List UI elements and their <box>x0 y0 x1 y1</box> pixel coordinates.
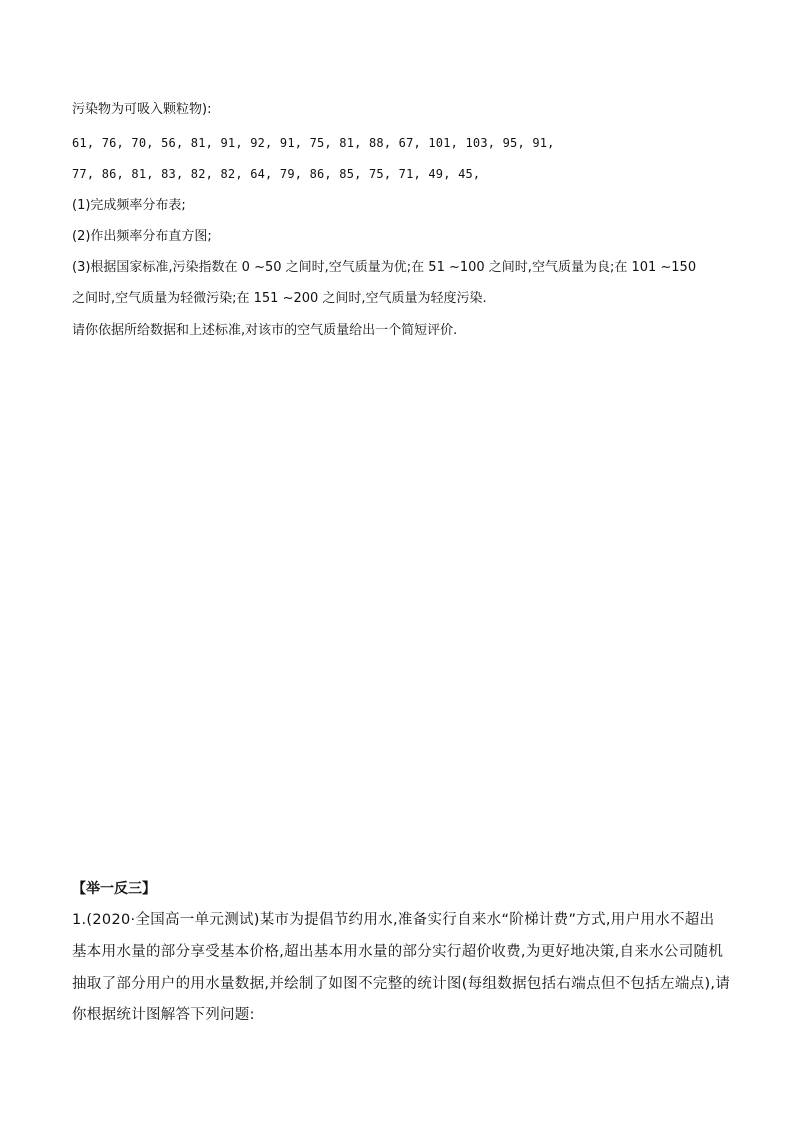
data-row-2: 77, 86, 81, 83, 82, 82, 64, 79, 86, 85, 75, 71, 49, 45, <box>72 167 481 181</box>
section-heading: 【举一反三】 <box>72 881 156 897</box>
question-3-line-3: 请你依据所给数据和上述标准,对该市的空气质量给出一个简短评价. <box>72 323 458 338</box>
question-1: (1)完成频率分布表; <box>72 198 186 213</box>
data-row-1: 61, 76, 70, 56, 81, 91, 92, 91, 75, 81, 88, 67, 101, 103, 95, 91, <box>72 136 555 150</box>
question-2: (2)作出频率分布直方图; <box>72 229 212 244</box>
question-3-line-1: (3)根据国家标准,污染指数在 0 ~50 之间时,空气质量为优;在 51 ~100 之间时,空气质量为良;在 101 ~150 <box>72 260 697 275</box>
problem-intro: 污染物为可吸入颗粒物): <box>72 102 212 117</box>
item-1-line-2: 基本用水量的部分享受基本价格,超出基本用水量的部分实行超价收费,为更好地决策,自来水公司随机 <box>72 944 724 960</box>
question-3-line-2: 之间时,空气质量为轻微污染;在 151 ~200 之间时,空气质量为轻度污染. <box>72 291 487 306</box>
item-1-line-3: 抽取了部分用户的用水量数据,并绘制了如图不完整的统计图(每组数据包括右端点但不包括左端点),请 <box>72 976 731 992</box>
item-1-line-4: 你根据统计图解答下列问题: <box>72 1007 255 1023</box>
item-1-line-1: 1.(2020·全国高一单元测试)某市为提倡节约用水,准备实行自来水“阶梯计费”方式,用户用水不超出 <box>72 912 715 928</box>
